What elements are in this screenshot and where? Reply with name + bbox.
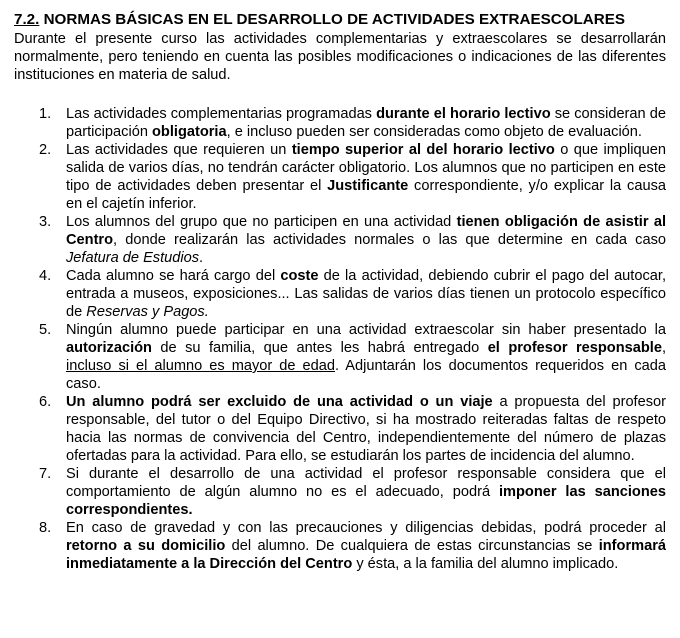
italic-run: Reservas y Pagos.: [86, 304, 209, 320]
text-run: Las actividades complementarias programadas: [66, 106, 377, 122]
rules-list: [14, 105, 666, 573]
text-run: de la actividad, debiendo cubrir el pago del autocar, entrada a museos, exposiciones... Las salidas de varios días tienen un protocolo específico de: [66, 268, 666, 320]
rule-item: [14, 267, 666, 321]
text-run: correspondiente, y/o explicar la causa en el cajetín inferior.: [66, 178, 666, 212]
rule-text: [66, 142, 666, 212]
bold-run: informará inmediatamente a la Dirección del Centro: [66, 538, 667, 572]
rule-number: 7.: [39, 466, 52, 482]
text-run: Cada alumno se hará cargo del: [66, 268, 281, 284]
text-run: o que impliquen salida de varios días, no tendrán carácter obligatorio. Los alumnos que no participen en este tipo de actividades deben presentar el: [66, 142, 666, 194]
italic-run: Jefatura de Estudios: [66, 250, 200, 266]
rule-text: [66, 214, 666, 266]
rule-text: [66, 322, 666, 392]
bold-run: Un alumno podrá ser excluido de una actividad o un viaje: [66, 394, 493, 410]
bold-run: coste: [280, 268, 319, 284]
underlined-run: incluso si el alumno es mayor de edad: [66, 358, 336, 374]
section-number: 7.2.: [14, 11, 40, 28]
text-run: se consideran de participación: [66, 106, 666, 140]
bold-run: tienen obligación de asistir al Centro: [66, 214, 667, 248]
text-run: .: [199, 250, 204, 266]
bold-run: retorno a su domicilio: [66, 538, 226, 554]
rule-item: [14, 141, 666, 213]
intro-paragraph: Durante el presente curso las actividades complementarias y extraescolares se desarrollarán normalmente, pero teniendo en cuenta las posibles modificaciones o indicaciones de las diferentes instituciones en materia de salud.: [14, 31, 666, 83]
text-run: . Adjuntarán los documentos requeridos en cada caso.: [66, 358, 666, 392]
bold-run: el profesor responsable: [487, 340, 662, 356]
text-run: , donde realizarán las actividades normales o las que determine en cada caso: [113, 232, 666, 248]
text-run: Si durante el desarrollo de una actividad el profesor responsable considera que el comportamiento de algún alumno no es el adecuado, podrá: [66, 466, 666, 500]
rule-text: [66, 394, 666, 464]
text-run: Los alumnos del grupo que no participen en una actividad: [66, 214, 457, 230]
bold-run: durante el horario lectivo: [376, 106, 551, 122]
rule-number: 8.: [39, 520, 52, 536]
text-run: y ésta, a la familia del alumno implicado.: [352, 556, 619, 572]
text-run: Las actividades que requieren un: [66, 142, 292, 158]
bold-run: imponer las sanciones correspondientes.: [66, 484, 666, 518]
bold-run: obligatoria: [152, 124, 227, 140]
text-run: de su familia, que antes les habrá entregado: [151, 340, 488, 356]
rule-number: 6.: [39, 394, 52, 410]
rule-text: [66, 520, 666, 572]
rule-item: [14, 105, 666, 141]
rule-number: 1.: [39, 106, 52, 122]
bold-run: Justificante: [327, 178, 409, 194]
section-title: NORMAS BÁSICAS EN EL DESARROLLO DE ACTIVIDADES EXTRAESCOLARES: [43, 11, 625, 28]
bold-run: autorización: [66, 340, 152, 356]
text-run: En caso de gravedad y con las precauciones y diligencias debidas, podrá proceder al: [66, 520, 666, 536]
rule-text: [66, 106, 666, 140]
rule-text: [66, 466, 666, 518]
rule-number: 3.: [39, 214, 52, 230]
text-run: ,: [661, 340, 666, 356]
rule-number: 5.: [39, 322, 52, 338]
rule-item: [14, 321, 666, 393]
section-heading: [14, 10, 666, 30]
rule-item: [14, 393, 666, 465]
rule-item: [14, 213, 666, 267]
bold-run: tiempo superior al del horario lectivo: [291, 142, 555, 158]
text-run: a propuesta del profesor responsable, del tutor o del Equipo Directivo, si ha mostrado reiteradas faltas de respeto hacia las normas de convivencia del Centro, independientemente del número de plazas ofertadas para la actividad. Para ello, se estudiarán los partes de incidencia del alumno.: [66, 394, 666, 464]
rule-number: 4.: [39, 268, 52, 284]
rule-text: [66, 268, 666, 320]
rule-item: [14, 519, 666, 573]
text-run: , e incluso pueden ser consideradas como objeto de evaluación.: [226, 124, 642, 140]
text-run: del alumno. De cualquiera de estas circunstancias se: [225, 538, 599, 554]
rule-number: 2.: [39, 142, 52, 158]
rule-item: [14, 465, 666, 519]
text-run: Ningún alumno puede participar en una actividad extraescolar sin haber presentado la: [66, 322, 666, 338]
